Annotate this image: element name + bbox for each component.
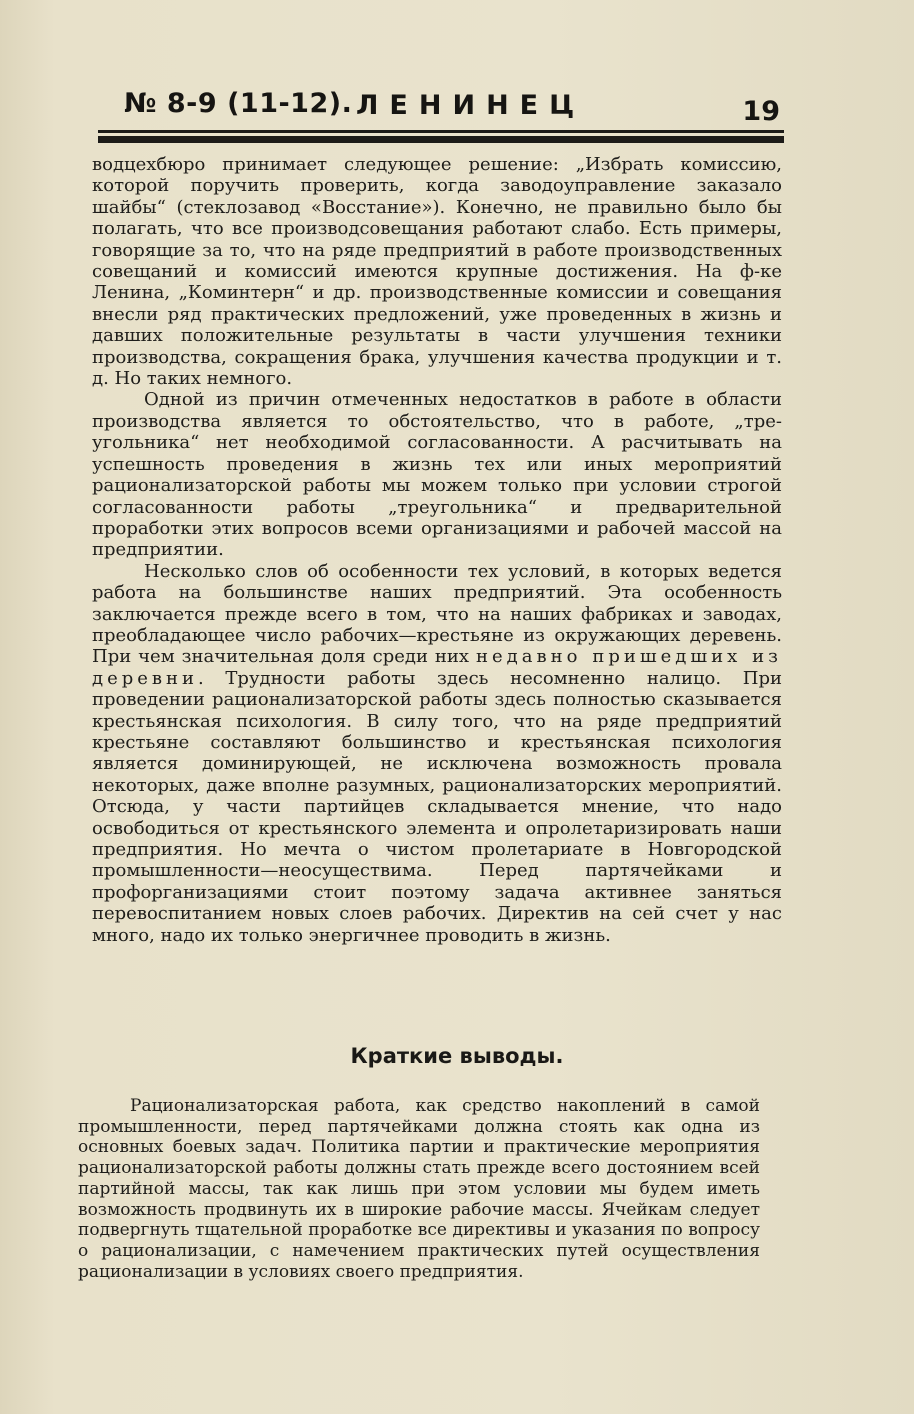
section-heading: Краткие выводы.: [350, 1044, 564, 1068]
article-body: [92, 154, 782, 946]
running-header: [100, 88, 790, 132]
header-rule-thin: [98, 130, 784, 133]
paragraph-3-after: . Трудности работы здесь несомненно налицо. При проведении рационализаторской работы здесь полностью сказывается крестьянская психология. В силу того, что на ряде предприятий крестьяне составляют большинство и крестьянская психология является доминирующей, не исключена возможность провала некоторых, даже вполне разумных, рационализаторских мероприятий. Отсюда, у части партийцев складывается мнение, что надо освободиться от крестьянского элемента и опролетаризировать наши предприятия. Но мечта о чистом пролетариате в Новгородской промышленности—неосуществима. Перед партячейками и профорганизациями стоит поэтому задача активнее заняться перевоспитанием новых слоев рабочих. Директив на сей счет у нас много, надо их только энергичнее проводить в жизнь.: [92, 667, 782, 946]
paragraph-2: Одной из причин отмеченных недостатков в работе в области производства является то обстоятельство, что в работе, „треугольника“ нет необходимой согласованности. А расчитывать на успешность проведения в жизнь тех или иных мероприятий рационализаторской работы мы можем только при условии строгой согласованности работы „треугольника“ и предварительной проработки этих вопросов всеми организациями и рабочей массой на предприятии.: [92, 389, 782, 561]
paragraph-3: [92, 561, 782, 946]
paragraph-3-emphasis: недавно пришедших из деревни: [92, 646, 782, 689]
paragraph-1: водцехбюро принимает следующее решение: „Избрать комиссию, которой поручить проверить, когда заводоуправление заказало шайбы“ (стеклозавод «Восстание»). Конечно, не правильно было бы полагать, что все производсовещания работают слабо. Есть примеры, говорящие за то, что на ряде предприятий в работе производственных совещаний и комиссий имеются крупные достижения. На ф-ке Ленина, „Коминтерн“ и др. производственные комиссии и совещания внесли ряд практических предложений, уже проведенных в жизнь и давших положительные результаты в части улучшения техники производства, сокращения брака, улучшения качества продукции и т. д. Но таких немного.: [92, 154, 782, 390]
paragraph-3-before: Несколько слов об особенности тех условий, в которых ведется работа на большинстве наших предприятий. Эта особенность заключается прежде всего в том, что на наших фабриках и заводах, преобладающее число рабочих—крестьяне из окружающих деревень. При чем значительная доля среди них: [92, 560, 782, 668]
header-rule-thick: [98, 136, 784, 143]
conclusions-body: [78, 1096, 760, 1282]
magazine-title: ЛЕНИНЕЦ: [356, 90, 586, 121]
issue-number: № 8-9 (11-12).: [124, 88, 353, 119]
page-number: 19: [742, 96, 780, 127]
conclusions-paragraph: Рационализаторская работа, как средство накоплений в самой промышленности, перед партячейками должна стоять как одна из основных боевых задач. Политика партии и практические мероприятия рационализаторской работы должны стать прежде всего достоянием всей партийной массы, так как лишь при этом условии мы будем иметь возможность продвинуть их в широкие рабочие массы. Ячейкам следует подвергнуть тщательной проработке все директивы и указания по вопросу о рационализации, с намечением практических путей осуществления рационализации в условиях своего предприятия.: [78, 1096, 760, 1282]
